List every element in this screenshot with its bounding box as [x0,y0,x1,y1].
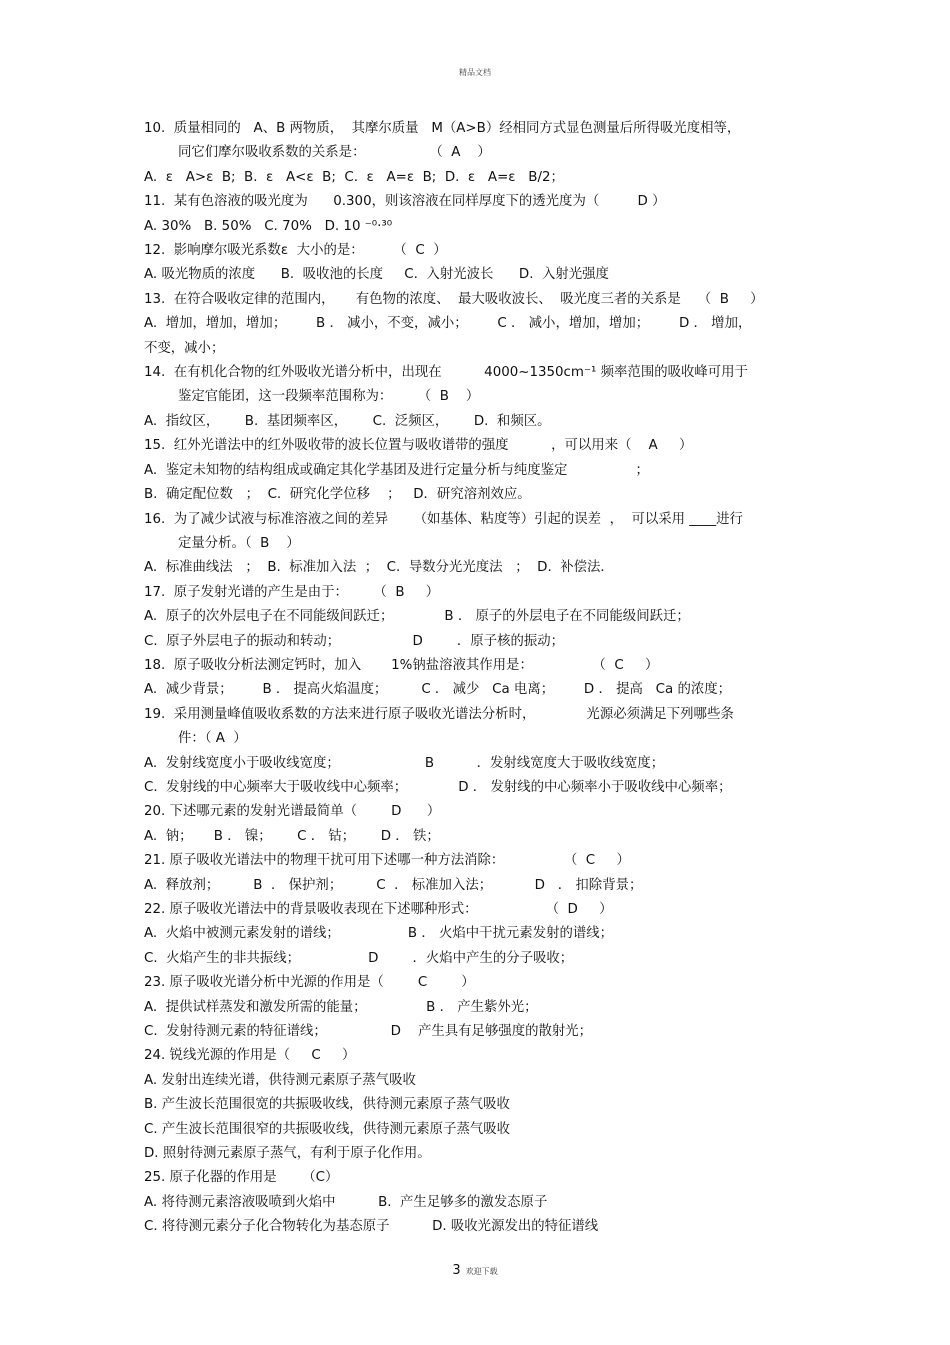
text-line: 24. 锐线光源的作用是（ C ） [144,1048,356,1064]
footer-text: 欢迎下载 [465,1267,498,1276]
text-line: A. 钠； B ． 镍； C ． 钴； D ． 铁； [144,828,440,844]
text-line: A. 标准曲线法 ； B. 标准加入法 ； C. 导数分光光度法 ； D. 补偿法． [144,560,614,576]
text-line: 12. 影响摩尔吸光系数ε 大小的是： （ C ） [144,243,447,259]
text-line: 22. 原子吸收光谱法中的背景吸收表现在下述哪种形式： （ D ） [144,902,613,917]
text-line: 23. 原子吸收光谱分析中光源的作用是（ C ） [144,975,475,991]
text-line: 21. 原子吸收光谱法中的物理干扰可用下述哪一种方法消除： （ C ） [144,853,630,869]
text-line: C. 将待测元素分子化合物转化为基态原子 D. 吸收光源发出的特征谱线 [144,1219,599,1235]
page-number: 3 [452,1263,461,1278]
text-line: 14. 在有机化合物的红外吸收光谱分析中，出现在 4000~1350cm⁻¹ 频率范围的吸收峰可用于 [144,365,748,381]
text-line: A. 发射线宽度小于吸收线宽度； B ．发射线宽度大于吸收线宽度； [144,755,665,771]
text-line: 11. 某有色溶液的吸光度为 0.300，则该溶液在同样厚度下的透光度为（ D ） [144,194,666,210]
text-line: 15. 红外光谱法中的红外吸收带的波长位置与吸收谱带的强度 ，可以用来（ A ） [144,438,693,454]
text-line: C. 火焰产生的非共振线； D ．火焰中产生的分子吸收； [144,950,574,966]
text-line: 20. 下述哪元素的发射光谱最简单（ D ） [144,804,441,820]
text-line: C. 产生波长范围很窄的共振吸收线，供待测元素原子蒸气吸收 [144,1121,511,1137]
text-line: 25. 原子化器的作用是 （C） [144,1170,339,1186]
text-line: 件：（ A ） [178,731,247,747]
text-line: A. ε A>ε B; B. ε A<ε B; C. ε A=ε B; D. ε A=ε B/2； [144,169,564,185]
document-body [144,117,814,1240]
text-line: 鉴定官能团，这一段频率范围称为： （ B ） [178,389,480,405]
text-line: A. 原子的次外层电子在不同能级间跃迁； B ． 原子的外层电子在不同能级间跃迁； [144,609,690,625]
text-line: C. 发射线的中心频率大于吸收线中心频率； D ． 发射线的中心频率小于吸收线中心频率； [144,779,732,795]
page-footer [0,1259,950,1278]
text-line: D. 照射待测元素原子蒸气，有利于原子化作用。 [144,1146,431,1162]
text-line: A. 增加，增加，增加； B ． 减小，不变，减小； C ． 减小，增加，增加； D ． 增加， [144,316,752,332]
text-line: B. 确定配位数 ； C. 研究化学位移 ； D．研究溶剂效应。 [144,487,531,503]
text-line: 同它们摩尔吸收系数的关系是： （ A ） [178,145,491,161]
text-line: 18. 原子吸收分析法测定钙时，加入 1%钠盐溶液其作用是： （ C ） [144,657,659,673]
text-line: 16. 为了减少试液与标准溶液之间的差异 （如基体、粘度等）引起的误差 ， 可以采用 ____进行 [144,511,743,527]
text-line: A. 吸光物质的浓度 B. 吸收池的长度 C. 入射光波长 D. 入射光强度 [144,267,609,283]
text-line: 定量分析。（ B ） [178,535,300,551]
text-line: A. 指纹区， B. 基团频率区， C. 泛频区， D. 和频区。 [144,413,551,429]
text-line: 10. 质量相同的 A、B 两物质， 其摩尔质量 M（A>B）经相同方式显色测量后所得吸光度相等， [144,121,741,136]
text-line: A. 发射出连续光谱，供待测元素原子蒸气吸收 [144,1072,416,1088]
text-line: 13. 在符合吸收定律的范围内， 有色物的浓度、 最大吸收波长、 吸光度三者的关系是 （ B ） [144,291,764,307]
text-line: 19. 采用测量峰值吸收系数的方法来进行原子吸收光谱法分析时， 光源必须满足下列哪些条 [144,706,734,722]
page-header: 精品文档 [459,68,491,77]
text-line: C. 发射待测元素的特征谱线； D 产生具有足够强度的散射光； [144,1024,593,1040]
text-line: A. 鉴定未知物的结构组成或确定其化学基团及进行定量分析与纯度鉴定 ； [144,462,649,478]
text-line: 17. 原子发射光谱的产生是由于： （ B ） [144,584,440,600]
text-line: A. 释放剂； B ． 保护剂； C ． 标准加入法； D ． 扣除背景； [144,877,643,893]
text-line: A. 火焰中被测元素发射的谱线； B ． 火焰中干扰元素发射的谱线； [144,926,614,942]
text-line: B. 产生波长范围很宽的共振吸收线，供待测元素原子蒸气吸收 [144,1097,510,1113]
text-line: C. 原子外层电子的振动和转动； D ．原子核的振动； [144,633,565,649]
text-line: A. 提供试样蒸发和激发所需的能量； B ． 产生紫外光； [144,999,538,1015]
text-line: 不变，减小； [144,340,225,356]
text-line: A. 将待测元素溶液吸喷到火焰中 B. 产生足够多的激发态原子 [144,1194,548,1210]
text-line: A. 减少背景； B ． 提高火焰温度； C ． 减少 Ca 电离； D ． 提高 Ca 的浓度； [144,682,732,698]
text-line: A. 30% B. 50% C. 70% D. 10 ⁻⁰·³⁰ [144,218,393,234]
